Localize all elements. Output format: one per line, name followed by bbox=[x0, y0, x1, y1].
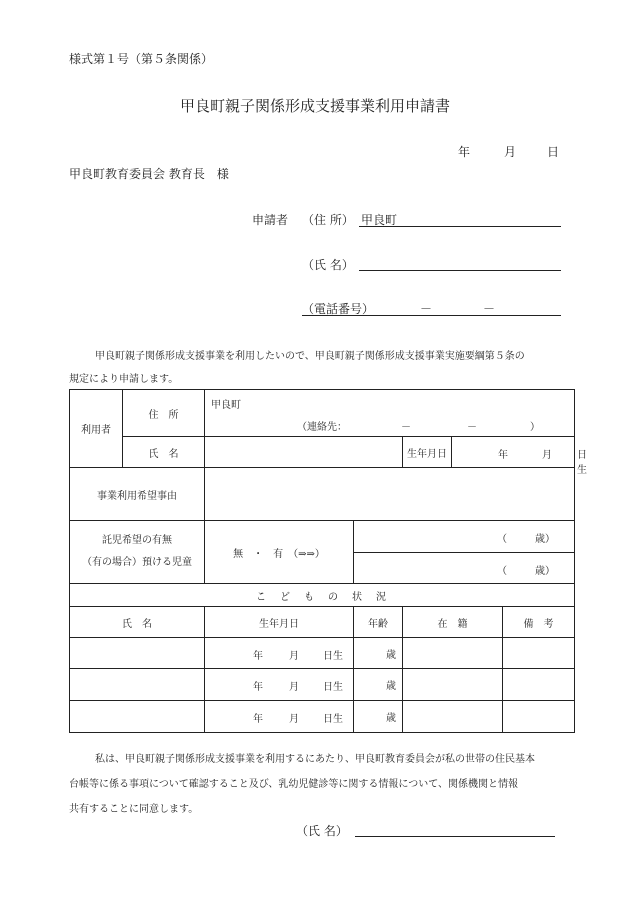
addressee: 甲良町教育委員会 教育長 様 bbox=[69, 167, 229, 181]
child-age-cell[interactable]: 歳 bbox=[354, 638, 403, 669]
childcare-label-line-2: （有の場合）預ける児童 bbox=[82, 557, 192, 568]
consent-name-line[interactable] bbox=[355, 836, 555, 837]
user-label: 利用者 bbox=[70, 390, 123, 468]
applicant-name-label: （氏 名） bbox=[302, 258, 354, 272]
child-age-cell[interactable]: 歳 bbox=[354, 701, 403, 733]
row-month: 月 bbox=[289, 714, 299, 725]
consent-name-label: （氏 名） bbox=[296, 824, 348, 838]
birth-year: 年 bbox=[498, 450, 508, 461]
table-row bbox=[70, 701, 575, 733]
applicant-label: 申請者 bbox=[252, 213, 289, 227]
row-month: 月 bbox=[289, 651, 299, 662]
row-day: 日生 bbox=[323, 682, 343, 693]
table-row bbox=[70, 669, 575, 701]
consent-line-3: 共有することに同意します。 bbox=[69, 804, 199, 815]
childcare-options[interactable]: 無 ・ 有 （⇒⇒） bbox=[205, 521, 354, 584]
reason-label: 事業利用希望事由 bbox=[70, 468, 205, 521]
contact-open: （連絡先： bbox=[297, 422, 347, 433]
date-year-label: 年 bbox=[458, 145, 471, 159]
col-registry-header: 在 籍 bbox=[403, 607, 503, 638]
row-month: 月 bbox=[289, 682, 299, 693]
contact-close: ） bbox=[530, 422, 540, 433]
applicant-address-value: 甲良町 bbox=[361, 213, 398, 227]
address-cell[interactable] bbox=[205, 390, 575, 437]
childcare-label bbox=[70, 521, 205, 584]
application-table bbox=[69, 389, 587, 733]
child-birth-cell[interactable] bbox=[205, 638, 354, 669]
consent-line-2: 台帳等に係る事項について確認すること及び、乳幼児健診等に関する情報について、関係機関と情報 bbox=[69, 779, 518, 790]
applicant-phone-line[interactable] bbox=[302, 315, 561, 316]
child-name-cell[interactable] bbox=[70, 669, 205, 701]
age-close-2: 歳） bbox=[535, 566, 555, 577]
child-birth-cell[interactable] bbox=[205, 669, 354, 701]
birth-day: 日生 bbox=[577, 450, 587, 476]
child-name-cell[interactable] bbox=[70, 638, 205, 669]
page-title: 甲良町親子関係形成支援事業利用申請書 bbox=[179, 97, 450, 115]
contact-dash-1: － bbox=[401, 422, 411, 433]
row-year: 年 bbox=[253, 682, 263, 693]
applicant-address-label: （住 所） bbox=[302, 213, 354, 227]
child-registry-cell[interactable] bbox=[403, 701, 503, 733]
child-age-cell-1[interactable] bbox=[354, 521, 575, 553]
phone-dash-2: － bbox=[483, 302, 496, 316]
age-open-2: （ bbox=[497, 566, 507, 577]
col-age-header: 年齢 bbox=[354, 607, 403, 638]
phone-dash-1: － bbox=[420, 302, 433, 316]
row-day: 日生 bbox=[323, 651, 343, 662]
applicant-name-line[interactable] bbox=[359, 270, 561, 271]
reason-cell[interactable] bbox=[205, 468, 575, 521]
child-name-cell[interactable] bbox=[70, 701, 205, 733]
applicant-address-line[interactable] bbox=[359, 226, 561, 227]
birth-label: 生年月日 bbox=[403, 437, 452, 468]
child-remarks-cell[interactable] bbox=[503, 701, 575, 733]
user-birth-cell[interactable] bbox=[452, 437, 587, 476]
name-label: 氏 名 bbox=[123, 437, 205, 468]
childcare-label-line-1: 託児希望の有無 bbox=[102, 535, 172, 546]
address-label: 住 所 bbox=[123, 390, 205, 437]
birth-month: 月 bbox=[542, 450, 552, 461]
children-status-header: こ ど も の 状 況 bbox=[70, 584, 575, 607]
child-registry-cell[interactable] bbox=[403, 669, 503, 701]
child-remarks-cell[interactable] bbox=[503, 669, 575, 701]
table-row bbox=[70, 638, 575, 669]
col-remarks-header: 備 考 bbox=[503, 607, 575, 638]
intro-line-1: 甲良町親子関係形成支援事業を利用したいので、甲良町親子関係形成支援事業実施要綱第５条の bbox=[95, 351, 525, 362]
age-open-1: （ bbox=[497, 534, 507, 545]
child-age-cell-2[interactable] bbox=[354, 553, 575, 584]
date-day-label: 日 bbox=[547, 145, 560, 159]
contact-dash-2: － bbox=[467, 422, 477, 433]
col-name-header: 氏 名 bbox=[70, 607, 205, 638]
consent-line-1: 私は、甲良町親子関係形成支援事業を利用するにあたり、甲良町教育委員会が私の世帯の住民基本 bbox=[95, 754, 535, 765]
age-close-1: 歳） bbox=[535, 534, 555, 545]
user-name-cell[interactable] bbox=[205, 437, 403, 468]
child-remarks-cell[interactable] bbox=[503, 638, 575, 669]
child-registry-cell[interactable] bbox=[403, 638, 503, 669]
row-year: 年 bbox=[253, 714, 263, 725]
applicant-phone-label: （電話番号） bbox=[302, 302, 375, 316]
row-day: 日生 bbox=[323, 714, 343, 725]
child-birth-cell[interactable] bbox=[205, 701, 354, 733]
form-id: 様式第１号（第５条関係） bbox=[69, 52, 214, 66]
address-value: 甲良町 bbox=[211, 400, 241, 411]
intro-line-2: 規定により申請します。 bbox=[69, 374, 179, 385]
date-month-label: 月 bbox=[504, 145, 517, 159]
child-age-cell[interactable]: 歳 bbox=[354, 669, 403, 701]
row-year: 年 bbox=[253, 651, 263, 662]
col-birth-header: 生年月日 bbox=[205, 607, 354, 638]
